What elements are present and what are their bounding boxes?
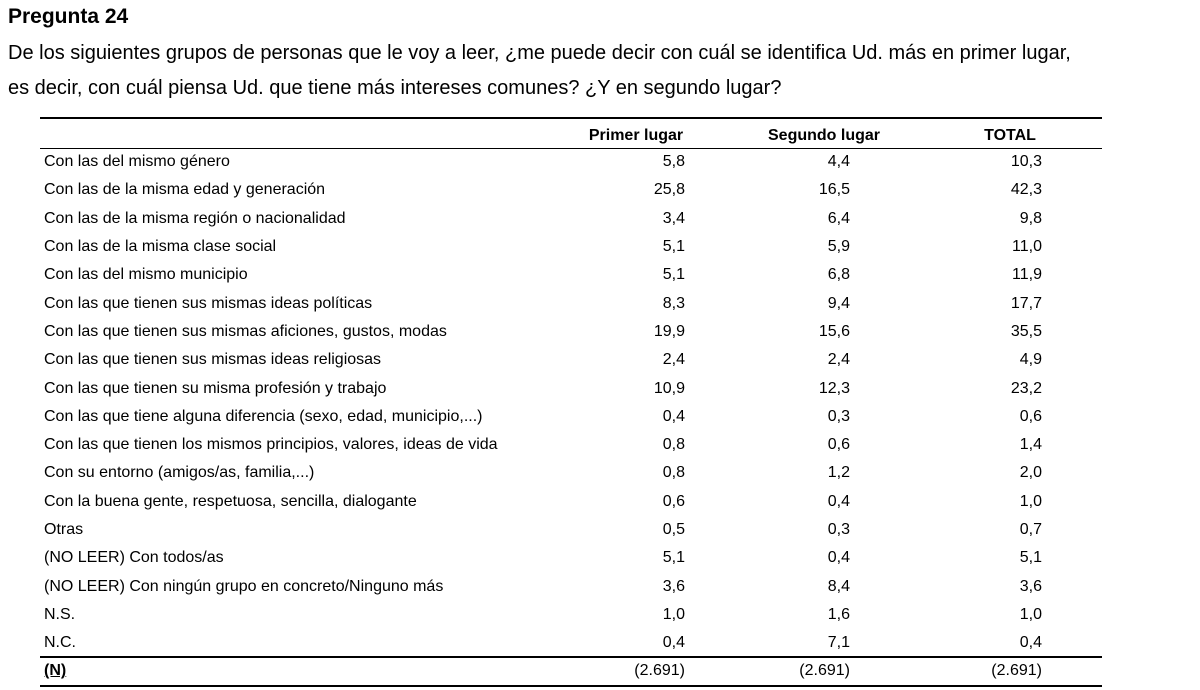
question-line-1: De los siguientes grupos de personas que le voy a leer, ¿me puede decir con cuál se identifica Ud. más en primer lugar, xyxy=(8,42,1071,64)
cell-segundo: 16,5 xyxy=(818,181,850,199)
cell-primer: 0,8 xyxy=(662,436,685,454)
question-text xyxy=(8,36,1198,106)
table-row xyxy=(40,148,1102,176)
cell-total: 10,3 xyxy=(1010,153,1042,171)
cell-segundo: 12,3 xyxy=(818,379,850,397)
cell-total: 35,5 xyxy=(1010,322,1042,340)
row-label: Con la buena gente, respetuosa, sencilla, dialogante xyxy=(44,492,417,510)
cell-primer: 19,9 xyxy=(653,322,685,340)
cell-segundo: 0,4 xyxy=(827,549,850,567)
table-row xyxy=(40,346,1102,374)
header-total: TOTAL xyxy=(918,118,1102,148)
cell-segundo: 15,6 xyxy=(818,322,850,340)
header-segundo-lugar: Segundo lugar xyxy=(730,118,918,148)
row-label: Con las que tienen sus mismas ideas religiosas xyxy=(44,351,382,369)
row-label: Con su entorno (amigos/as, familia,...) xyxy=(44,464,315,482)
cell-primer: 0,5 xyxy=(662,521,685,538)
cell-segundo: 9,4 xyxy=(827,294,850,312)
cell-total: 17,7 xyxy=(1010,294,1042,312)
cell-primer: (2.691) xyxy=(542,657,730,685)
row-label: (NO LEER) Con todos/as xyxy=(44,549,224,567)
cell-primer: 5,1 xyxy=(662,549,685,567)
cell-segundo: 1,2 xyxy=(827,464,850,482)
cell-total: 0,6 xyxy=(1019,407,1042,425)
page-title: Pregunta 24 xyxy=(8,5,129,28)
row-label: Con las que tienen sus mismas aficiones, gustos, modas xyxy=(44,322,447,340)
table-row xyxy=(40,176,1102,204)
cell-segundo: 0,3 xyxy=(827,407,850,425)
table-row xyxy=(40,629,1102,657)
cell-total: 11,0 xyxy=(1012,238,1042,256)
cell-segundo: 2,4 xyxy=(827,351,850,369)
row-label: Con las de la misma clase social xyxy=(44,238,277,256)
table-row xyxy=(40,403,1102,431)
cell-segundo: 7,1 xyxy=(827,633,850,651)
cell-segundo: 6,8 xyxy=(827,266,850,284)
table-row xyxy=(40,431,1102,459)
row-label: Con las de la misma edad y generación xyxy=(44,181,326,199)
cell-total: 4,9 xyxy=(1019,351,1042,369)
cell-segundo: 1,6 xyxy=(827,605,850,623)
table-row xyxy=(40,261,1102,289)
cell-primer: 5,1 xyxy=(662,238,685,256)
table-row xyxy=(40,205,1102,233)
cell-primer: 2,4 xyxy=(662,351,685,369)
cell-segundo: 0,3 xyxy=(827,521,850,538)
cell-segundo: 5,9 xyxy=(827,238,850,256)
row-label: (NO LEER) Con ningún grupo en concreto/Ninguno más xyxy=(44,577,444,595)
results-table xyxy=(40,117,1102,687)
table-header-row xyxy=(40,118,1102,148)
cell-primer: 0,8 xyxy=(662,464,685,482)
cell-primer: 10,9 xyxy=(653,379,685,397)
cell-total: 1,4 xyxy=(1019,436,1042,454)
cell-primer: 5,8 xyxy=(662,153,685,171)
cell-segundo: (2.691) xyxy=(730,657,918,685)
header-primer-lugar: Primer lugar xyxy=(542,118,730,148)
row-label: Con las del mismo género xyxy=(44,153,230,171)
table-body xyxy=(40,148,1102,686)
cell-primer: 3,4 xyxy=(662,209,685,227)
cell-primer: 0,4 xyxy=(662,407,685,425)
cell-total: 2,0 xyxy=(1019,464,1042,482)
cell-segundo: 0,6 xyxy=(827,436,850,454)
row-label: Con las del mismo municipio xyxy=(44,266,248,284)
table-row xyxy=(40,516,1102,544)
table-row xyxy=(40,572,1102,600)
cell-total: 9,8 xyxy=(1019,209,1042,227)
cell-segundo: 8,4 xyxy=(827,577,850,595)
row-label: Con las que tiene alguna diferencia (sexo, edad, municipio,...) xyxy=(44,407,483,425)
cell-total: (2.691) xyxy=(918,657,1102,685)
table-row xyxy=(40,318,1102,346)
table-row xyxy=(40,488,1102,516)
cell-total: 23,2 xyxy=(1010,379,1042,397)
row-label: Con las que tienen su misma profesión y trabajo xyxy=(44,379,387,397)
cell-segundo: 0,4 xyxy=(827,492,850,510)
row-label: N.C. xyxy=(44,633,76,651)
cell-total: 1,0 xyxy=(1019,605,1042,623)
question-line-2: es decir, con cuál piensa Ud. que tiene más intereses comunes? ¿Y en segundo lugar? xyxy=(8,77,782,99)
cell-primer: 3,6 xyxy=(662,577,685,595)
table-row xyxy=(40,459,1102,487)
cell-total: 0,7 xyxy=(1019,521,1042,538)
row-label: Con las que tienen los mismos principios, valores, ideas de vida xyxy=(44,436,498,454)
cell-primer: 0,4 xyxy=(662,633,685,651)
cell-primer: 25,8 xyxy=(653,181,685,199)
cell-primer: 0,6 xyxy=(662,492,685,510)
table-row xyxy=(40,233,1102,261)
row-label: N.S. xyxy=(44,605,76,623)
cell-total: 11,9 xyxy=(1012,266,1042,284)
table-row-n xyxy=(40,657,1102,685)
cell-primer: 8,3 xyxy=(662,294,685,312)
cell-total: 0,4 xyxy=(1019,633,1042,651)
table-row xyxy=(40,544,1102,572)
cell-primer: 5,1 xyxy=(662,266,685,284)
cell-segundo: 6,4 xyxy=(827,209,850,227)
cell-total: 1,0 xyxy=(1019,492,1042,510)
table-row xyxy=(40,601,1102,629)
cell-segundo: 4,4 xyxy=(827,153,850,171)
table-row xyxy=(40,289,1102,317)
cell-total: 5,1 xyxy=(1019,549,1042,567)
row-label: Con las de la misma región o nacionalidad xyxy=(44,209,346,227)
row-label: (N) xyxy=(40,657,542,685)
cell-primer: 1,0 xyxy=(662,605,685,623)
row-label: Otras xyxy=(44,521,84,538)
cell-total: 3,6 xyxy=(1019,577,1042,595)
row-label: Con las que tienen sus mismas ideas políticas xyxy=(44,294,373,312)
table-row xyxy=(40,374,1102,402)
header-blank xyxy=(40,118,542,148)
cell-total: 42,3 xyxy=(1010,181,1042,199)
